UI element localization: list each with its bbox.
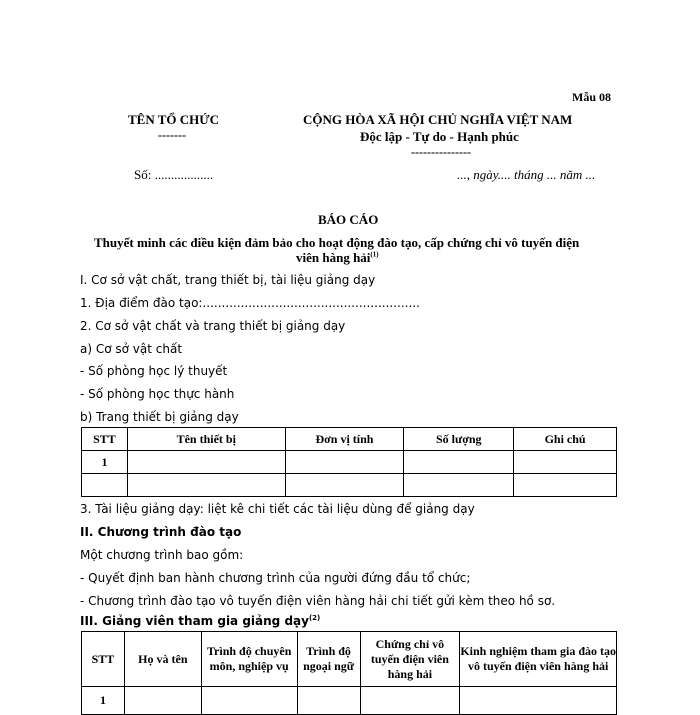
cell-empty [82,474,128,497]
col-header-stt: STT [82,428,128,451]
theory-rooms: - Số phòng học lý thuyết [80,364,228,378]
col-header-note: Ghi chú [514,428,617,451]
motto: Độc lập - Tự do - Hạnh phúc [360,129,519,144]
col-header-stt: STT [82,632,125,687]
cell-stt: 1 [82,687,125,715]
cell-empty [285,474,404,497]
section-2-heading: II. Chương trình đào tạo [80,525,242,539]
program-intro: Một chương trình bao gồm: [80,548,244,562]
report-title: BÁO CÁO [318,212,379,227]
cell-empty [124,687,201,715]
facilities-heading: 2. Cơ sở vật chất và trang thiết bị giảng dạy [80,319,346,333]
col-header-equipment-name: Tên thiết bị [127,428,285,451]
org-divider: ------- [158,128,186,142]
table-row [82,474,617,497]
cell-empty [404,474,514,497]
col-header-certificate: Chứng chỉ vô tuyến điện viên hàng hải [360,632,460,687]
cell-empty [127,474,285,497]
report-subtitle-line2 [296,250,379,266]
table-row [82,687,617,715]
cell-empty [360,687,460,715]
section-3-text: III. Giảng viên tham gia giảng dạy [80,614,309,628]
training-location: 1. Địa điểm đào tạo:......................................................... [80,296,420,310]
cell-empty [514,474,617,497]
report-subtitle-line1: Thuyết minh các điều kiện đảm bảo cho hoạt động đào tạo, cấp chứng chỉ vô tuyến điện [94,235,580,250]
section-3-heading [80,614,320,628]
practice-rooms: - Số phòng học thực hành [80,387,235,401]
motto-divider: --------------- [411,145,471,159]
instructor-table [81,631,617,715]
program-decision: - Quyết định ban hành chương trình của người đứng đầu tổ chức; [80,571,471,585]
org-name: TÊN TỔ CHỨC [128,112,220,127]
country-name: CỘNG HÒA XÃ HỘI CHỦ NGHĨA VIỆT NAM [303,112,573,127]
col-header-unit: Đơn vị tính [285,428,404,451]
section-1-heading: I. Cơ sở vật chất, trang thiết bị, tài liệu giảng dạy [80,273,376,287]
equipment-heading: b) Trang thiết bị giảng dạy [80,410,239,424]
report-subtitle-text: viên hàng hải [296,250,371,265]
col-header-quantity: Số lượng [404,428,514,451]
cell-empty [127,451,285,474]
cell-empty [404,451,514,474]
cell-empty [460,687,617,715]
cell-empty [201,687,297,715]
footnote-ref-2: (2) [308,614,321,622]
table-row [82,451,617,474]
form-code: Mẫu 08 [572,90,611,104]
document-number: Số: .................. [134,167,214,182]
cell-empty [285,451,404,474]
cell-empty [514,451,617,474]
equipment-table [81,427,617,497]
cell-stt: 1 [82,451,128,474]
col-header-full-name: Họ và tên [124,632,201,687]
cell-empty [297,687,360,715]
col-header-experience: Kinh nghiệm tham gia đào tạo vô tuyến điện viên hàng hải [460,632,617,687]
facilities-subheading: a) Cơ sở vật chất [80,342,183,356]
footnote-ref-1: (1) [370,250,379,259]
teaching-materials: 3. Tài liệu giảng dạy: liệt kê chi tiết các tài liệu dùng để giảng dạy [80,502,475,516]
program-detail: - Chương trình đào tạo vô tuyến điện viên hàng hải chi tiết gửi kèm theo hồ sơ. [80,594,556,608]
col-header-language: Trình độ ngoại ngữ [297,632,360,687]
document-date: ..., ngày.... tháng ... năm ... [457,167,596,182]
col-header-qualification: Trình độ chuyên môn, nghiệp vụ [201,632,297,687]
